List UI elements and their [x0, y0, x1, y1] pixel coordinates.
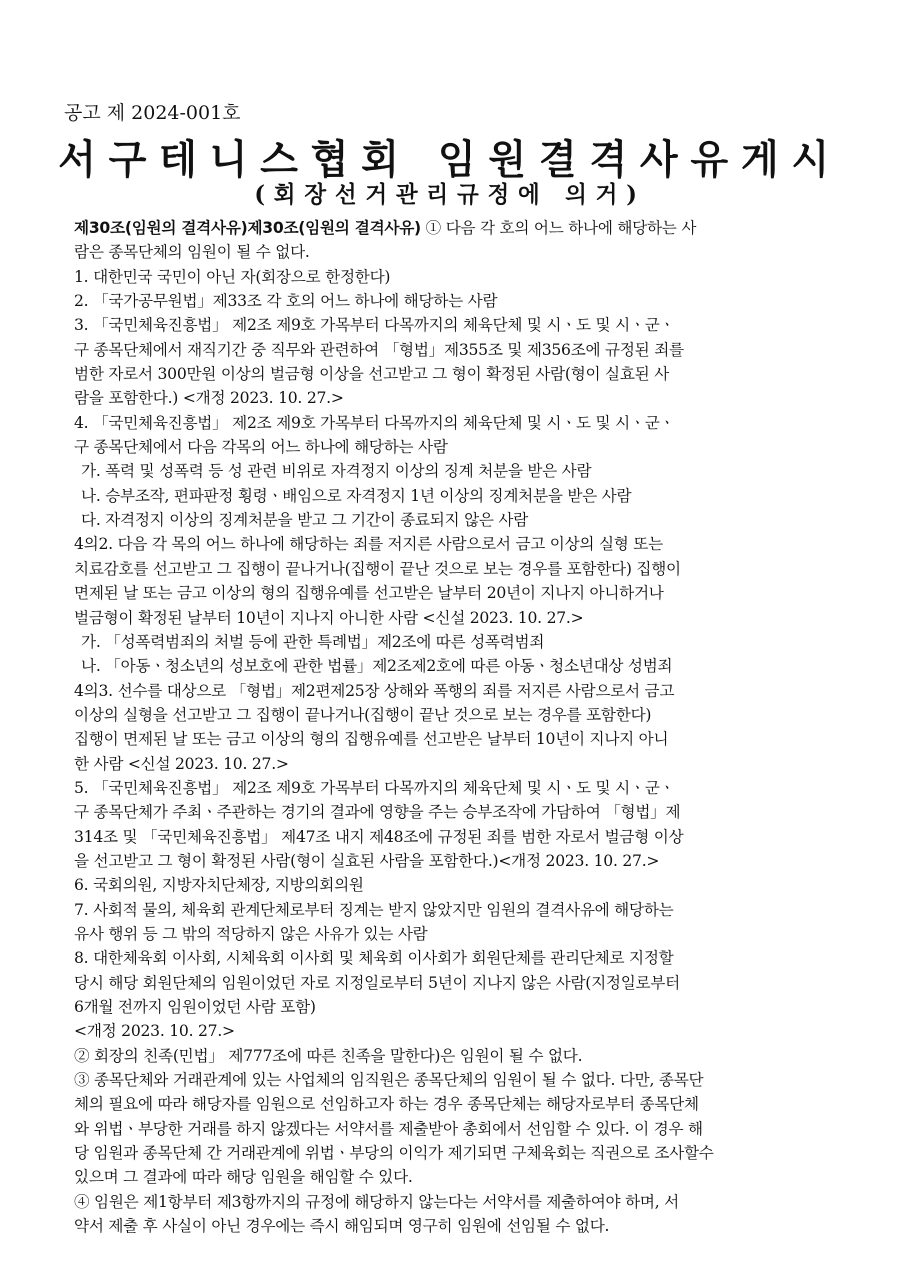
- text-line: 면제된 날 또는 금고 이상의 형의 집행유예를 선고받은 날부터 20년이 지나지 아니하거나: [74, 584, 664, 603]
- text-line: 3. 「국민체육진흥법」 제2조 제9호 가목부터 다목까지의 체육단체 및 시ㆍ도 및 시ㆍ군ㆍ: [74, 316, 675, 335]
- article-first-line: [74, 216, 814, 240]
- text-line: 람을 포함한다.) <개정 2023. 10. 27.>: [74, 389, 344, 408]
- text-line: 314조 및 「국민체육진흥법」 제47조 내지 제48조에 규정된 죄를 범한 자로서 벌금형 이상: [74, 827, 684, 846]
- text-line: ④ 임원은 제1항부터 제3항까지의 규정에 해당하지 않는다는 서약서를 제출하여야 하며, 서: [74, 1192, 679, 1211]
- text-line: <개정 2023. 10. 27.>: [74, 1022, 235, 1041]
- text-line: 1. 대한민국 국민이 아닌 자(회장으로 한정한다): [74, 267, 391, 286]
- text-line: 2. 「국가공무원법」제33조 각 호의 어느 하나에 해당하는 사람: [74, 292, 498, 311]
- text-line: 람은 종목단체의 임원이 될 수 없다.: [74, 243, 310, 262]
- text-line: 구 종목단체가 주최ㆍ주관하는 경기의 결과에 영향을 주는 승부조작에 가담하여 「형법」제: [74, 803, 681, 822]
- text-line: ① 다음 각 호의 어느 하나에 해당하는 사: [425, 219, 697, 237]
- text-line: 가. 「성폭력범죄의 처벌 등에 관한 특례법」제2조에 따른 성폭력범죄: [81, 632, 545, 651]
- text-line: 범한 자로서 300만원 이상의 벌금형 이상을 선고받고 그 형이 확정된 사람(형이 실효된 사: [74, 365, 669, 384]
- text-line: 당 임원과 종목단체 간 거래관계에 위법ㆍ부당의 이익가 제기되면 구체육회는 직권으로 조사할수: [74, 1144, 714, 1163]
- text-line: 집행이 면제된 날 또는 금고 이상의 형의 집행유예를 선고받은 날부터 10년이 지나지 아니: [74, 730, 669, 749]
- text-line: 6개월 전까지 임원이었던 사람 포함): [74, 998, 316, 1016]
- article-heading: 제30조(임원의 결격사유)제30조(임원의 결격사유): [74, 219, 421, 237]
- text-line: 구 종목단체에서 재직기간 중 직무와 관련하여 「형법」제355조 및 제356조에 규정된 죄를: [74, 340, 684, 359]
- text-line: 구 종목단체에서 다음 각목의 어느 하나에 해당하는 사람: [74, 438, 448, 457]
- text-line: 4의3. 선수를 대상으로 「형법」제2편제25장 상해와 폭행의 죄를 저지른 사람으로서 금고: [74, 681, 675, 700]
- text-line: 체의 필요에 따라 해당자를 임원으로 선임하고자 하는 경우 종목단체는 해당자로부터 종목단체: [74, 1095, 699, 1114]
- article-body: [74, 216, 814, 1238]
- text-line: 이상의 실형을 선고받고 그 집행이 끝나거나(집행이 끝난 것으로 보는 경우를 포함한다): [74, 705, 652, 724]
- text-line: 나. 「아동ㆍ청소년의 성보호에 관한 법률」제2조제2호에 따른 아동ㆍ청소년대상 성범죄: [81, 657, 673, 676]
- text-line: 5. 「국민체육진흥법」 제2조 제9호 가목부터 다목까지의 체육단체 및 시ㆍ도 및 시ㆍ군ㆍ: [74, 778, 675, 797]
- text-line: 가. 폭력 및 성폭력 등 성 관련 비위로 자격정지 이상의 징계 처분을 받은 사람: [81, 462, 592, 481]
- notice-number: 공고 제 2024-001호: [64, 102, 241, 124]
- text-line: 당시 해당 회원단체의 임원이었던 자로 지정일로부터 5년이 지나지 않은 사람(지정일로부터: [74, 973, 680, 992]
- text-line: 4의2. 다음 각 목의 어느 하나에 해당하는 죄를 저지른 사람으로서 금고 이상의 실형 또는: [74, 535, 663, 554]
- page-title: 서구테니스협회 임원결격사유게시: [58, 136, 842, 183]
- text-line: 약서 제출 후 사실이 아닌 경우에는 즉시 해임되며 영구히 임원에 선임될 수 없다.: [74, 1217, 610, 1236]
- text-line: ③ 종목단체와 거래관계에 있는 사업체의 임직원은 종목단체의 임원이 될 수 없다. 다만, 종목단: [74, 1071, 704, 1090]
- text-line: 와 위법ㆍ부당한 거래를 하지 않겠다는 서약서를 제출받아 총회에서 선임할 수 있다. 이 경우 해: [74, 1119, 703, 1138]
- text-line: 6. 국회의원, 지방자치단체장, 지방의회의원: [74, 876, 364, 895]
- text-line: 치료감호를 선고받고 그 집행이 끝나거나(집행이 끝난 것으로 보는 경우를 포함한다) 집행이: [74, 559, 681, 578]
- page-subtitle: (회장선거관리규정에 의거): [254, 181, 646, 208]
- text-line: 다. 자격정지 이상의 징계처분을 받고 그 기간이 종료되지 않은 사람: [81, 511, 529, 530]
- text-line: 있으며 그 결과에 따라 해당 임원을 해임할 수 있다.: [74, 1168, 413, 1187]
- text-line: 나. 승부조작, 편파판정 횡령ㆍ배임으로 자격정지 1년 이상의 징계처분을 받은 사람: [81, 486, 632, 505]
- text-line: 벌금형이 확정된 날부터 10년이 지나지 아니한 사람 <신설 2023. 10. 27.>: [74, 608, 584, 627]
- text-line: 한 사람 <신설 2023. 10. 27.>: [74, 754, 289, 773]
- text-line: ② 회장의 친족(민법」 제777조에 따른 친족을 말한다)은 임원이 될 수 없다.: [74, 1046, 583, 1065]
- text-line: 을 선고받고 그 형이 확정된 사람(형이 실효된 사람을 포함한다.)<개정 2023. 10. 27.>: [74, 851, 660, 870]
- text-line: 4. 「국민체육진흥법」 제2조 제9호 가목부터 다목까지의 체육단체 및 시ㆍ도 및 시ㆍ군ㆍ: [74, 413, 675, 432]
- text-line: 유사 행위 등 그 밖의 적당하지 않은 사유가 있는 사람: [74, 924, 428, 943]
- text-line: 8. 대한체육회 이사회, 시체육회 이사회 및 체육회 이사회가 회원단체를 관리단체로 지정할: [74, 949, 674, 968]
- text-line: 7. 사회적 물의, 체육회 관계단체로부터 징계는 받지 않았지만 임원의 결격사유에 해당하는: [74, 900, 674, 919]
